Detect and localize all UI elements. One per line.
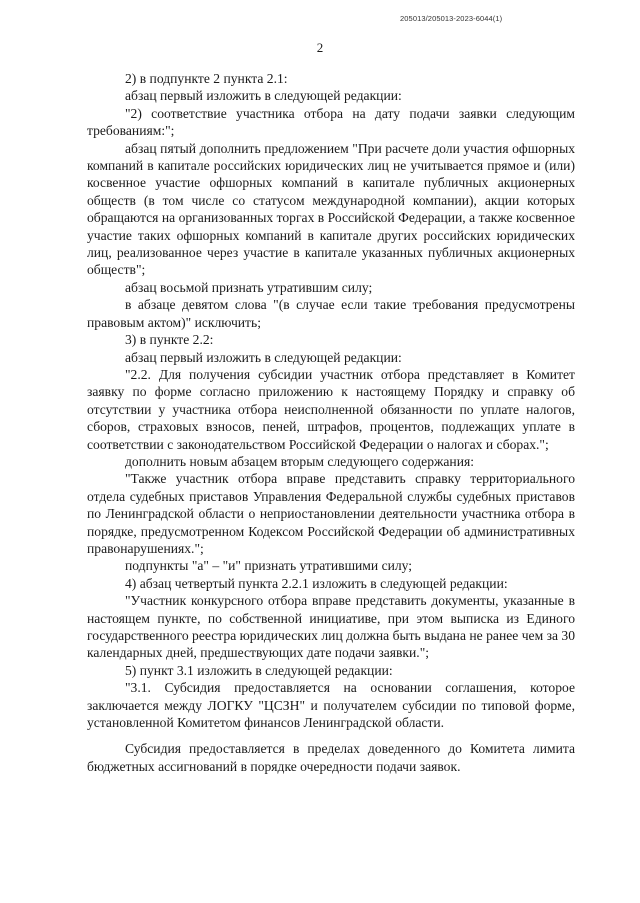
paragraph: в абзаце девятом слова "(в случае если такие требования предусмотрены правовым актом)" исключить; xyxy=(87,297,575,330)
paragraph: 4) абзац четвертый пункта 2.2.1 изложить в следующей редакции: xyxy=(125,575,508,591)
paragraph: 2) в подпункте 2 пункта 2.1: xyxy=(125,71,288,86)
paragraph: "Участник конкурсного отбора вправе представить документы, указанные в настоящем пункте, по собственной инициативе, при этом выписка из Единого государственного реестра юридических лиц должна быть выдана не ранее чем за 30 календарных дней, предшествующих дате подачи заявки."; xyxy=(87,593,575,661)
paragraph: дополнить новым абзацем вторым следующего содержания: xyxy=(125,453,474,469)
paragraph: абзац первый изложить в следующей редакции: xyxy=(125,349,402,365)
page-number: 2 xyxy=(316,40,324,55)
document-id: 205013/205013-2023-6044(1) xyxy=(400,14,503,23)
paragraph: "2.2. Для получения субсидии участник отбора представляет в Комитет заявку по форме согласно приложению к настоящему Порядку и справку об отсутствии у участника отбора неисполненной обязанности по уплате налогов, сборов, страховых взносов, пеней, штрафов, процентов, подлежащих уплате в соответствии с законодательством Российской Федерации о налогах и сборах."; xyxy=(87,366,575,452)
paragraph: абзац восьмой признать утратившим силу; xyxy=(125,279,373,295)
paragraph: абзац пятый дополнить предложением "При расчете доли участия офшорных компаний в капитале российских юридических лиц не учитывается прямое и (или) косвенное участие офшорных компаний в капитале публичных акционерных обществ (в том числе со статусом международной компании), акции которых обращаются на организованных торгах в Российской Федерации, а также косвенное участие таких офшорных компаний в капитале других российских юридических лиц, реализованное через участие в капитале указанных публичных акционерных обществ"; xyxy=(87,140,575,278)
paragraph: абзац первый изложить в следующей редакции: xyxy=(125,88,402,104)
paragraph: "3.1. Субсидия предоставляется на основании соглашения, которое заключается между ЛОГКУ "ЦСЗН" и получателем субсидии по типовой форме, установленной Комитетом финансов Ленинградской области. xyxy=(87,680,575,731)
paragraph: 3) в пункте 2.2: xyxy=(125,332,214,348)
paragraph: 5) пункт 3.1 изложить в следующей редакции: xyxy=(125,662,393,678)
paragraph: "2) соответствие участника отбора на дату подачи заявки следующим требованиям:"; xyxy=(87,105,575,139)
document-body xyxy=(87,70,575,775)
paragraph: подпункты "а" – "и" признать утратившими силу; xyxy=(125,558,413,574)
paragraph: Субсидия предоставляется в пределах доведенного до Комитета лимита бюджетных ассигнований в порядке очередности подачи заявок. xyxy=(87,741,575,774)
paragraph: "Также участник отбора вправе представить справку территориального отдела судебных приставов Управления Федеральной службы судебных приставов по Ленинградской области о неприостановлении деятельности участника отбора в порядке, предусмотренном Кодексом Российской Федерации об административных правонарушениях."; xyxy=(87,471,575,556)
